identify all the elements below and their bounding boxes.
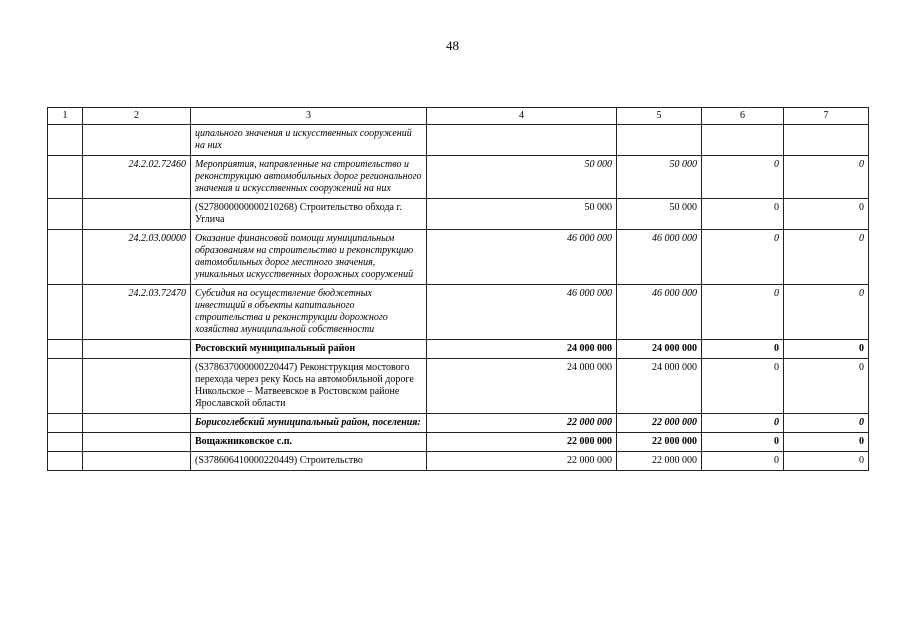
cell-col-1	[48, 199, 83, 230]
cell-col-4: 22 000 000	[427, 433, 617, 452]
cell-col-4: 50 000	[427, 156, 617, 199]
cell-col-6: 0	[702, 340, 784, 359]
header-col-3: 3	[191, 108, 427, 125]
cell-name: (S378606410000220449) Строительство	[191, 452, 427, 471]
cell-col-7: 0	[784, 414, 869, 433]
header-col-7: 7	[784, 108, 869, 125]
cell-col-7	[784, 125, 869, 156]
cell-col-6: 0	[702, 285, 784, 340]
cell-col-7: 0	[784, 359, 869, 414]
cell-code: 24.2.03.72470	[83, 285, 191, 340]
cell-col-1	[48, 359, 83, 414]
cell-col-4: 22 000 000	[427, 452, 617, 471]
cell-name: Оказание финансовой помощи муниципальным образованиям на строительство и реконструкцию автомобильных дорог местного значения, уникальных искусственных дорожных сооружений	[191, 230, 427, 285]
cell-name: (S378637000000220447) Реконструкция мостового перехода через реку Кось на автомобильной дороге Никольское – Матвеевское в Ростовском районе Ярославской области	[191, 359, 427, 414]
table-row	[48, 125, 869, 156]
cell-col-5: 22 000 000	[617, 452, 702, 471]
cell-code	[83, 199, 191, 230]
cell-col-7: 0	[784, 156, 869, 199]
cell-code: 24.2.03.00000	[83, 230, 191, 285]
cell-col-5: 46 000 000	[617, 230, 702, 285]
page-number: 48	[446, 38, 459, 53]
header-col-5: 5	[617, 108, 702, 125]
cell-col-4: 24 000 000	[427, 340, 617, 359]
table-row	[48, 199, 869, 230]
cell-col-7: 0	[784, 199, 869, 230]
cell-col-6: 0	[702, 199, 784, 230]
cell-col-6: 0	[702, 359, 784, 414]
cell-col-7: 0	[784, 285, 869, 340]
cell-col-7: 0	[784, 452, 869, 471]
cell-col-5	[617, 125, 702, 156]
table-row	[48, 340, 869, 359]
cell-name: Борисоглебский муниципальный район, поселения:	[191, 414, 427, 433]
cell-name: Субсидия на осуществление бюджетных инвестиций в объекты капитального строительства и реконструкции дорожного хозяйства муниципальной собственности	[191, 285, 427, 340]
table-row	[48, 285, 869, 340]
cell-name: ципального значения и искусственных сооружений на них	[191, 125, 427, 156]
cell-code	[83, 340, 191, 359]
cell-col-1	[48, 230, 83, 285]
cell-name: Вощажниковское с.п.	[191, 433, 427, 452]
table-row	[48, 452, 869, 471]
header-col-2: 2	[83, 108, 191, 125]
cell-name: Ростовский муниципальный район	[191, 340, 427, 359]
cell-col-6: 0	[702, 452, 784, 471]
cell-name: Мероприятия, направленные на строительство и реконструкцию автомобильных дорог регионального значения и искусственных сооружений на них	[191, 156, 427, 199]
cell-col-1	[48, 125, 83, 156]
cell-col-1	[48, 433, 83, 452]
cell-col-5: 50 000	[617, 156, 702, 199]
cell-code	[83, 452, 191, 471]
cell-col-6: 0	[702, 414, 784, 433]
table-row	[48, 414, 869, 433]
cell-col-4: 46 000 000	[427, 285, 617, 340]
cell-code	[83, 125, 191, 156]
cell-col-1	[48, 340, 83, 359]
cell-col-7: 0	[784, 433, 869, 452]
cell-col-5: 46 000 000	[617, 285, 702, 340]
cell-col-6	[702, 125, 784, 156]
cell-col-5: 50 000	[617, 199, 702, 230]
table-row	[48, 156, 869, 199]
table-row	[48, 359, 869, 414]
header-row	[48, 108, 869, 125]
cell-col-4	[427, 125, 617, 156]
cell-col-5: 22 000 000	[617, 433, 702, 452]
cell-col-5: 24 000 000	[617, 340, 702, 359]
cell-col-4: 22 000 000	[427, 414, 617, 433]
cell-col-7: 0	[784, 340, 869, 359]
cell-col-6: 0	[702, 433, 784, 452]
cell-col-7: 0	[784, 230, 869, 285]
cell-code	[83, 433, 191, 452]
cell-col-4: 46 000 000	[427, 230, 617, 285]
table-row	[48, 433, 869, 452]
cell-col-4: 24 000 000	[427, 359, 617, 414]
header-col-6: 6	[702, 108, 784, 125]
cell-code	[83, 359, 191, 414]
cell-col-1	[48, 452, 83, 471]
header-col-4: 4	[427, 108, 617, 125]
cell-col-5: 22 000 000	[617, 414, 702, 433]
cell-code	[83, 414, 191, 433]
cell-col-6: 0	[702, 156, 784, 199]
cell-col-1	[48, 156, 83, 199]
budget-table	[47, 107, 869, 471]
cell-col-4: 50 000	[427, 199, 617, 230]
cell-col-1	[48, 285, 83, 340]
cell-col-1	[48, 414, 83, 433]
table-row	[48, 230, 869, 285]
cell-col-5: 24 000 000	[617, 359, 702, 414]
cell-col-6: 0	[702, 230, 784, 285]
cell-name: (S278000000000210268) Строительство обхода г. Углича	[191, 199, 427, 230]
header-col-1: 1	[48, 108, 83, 125]
cell-code: 24.2.02.72460	[83, 156, 191, 199]
